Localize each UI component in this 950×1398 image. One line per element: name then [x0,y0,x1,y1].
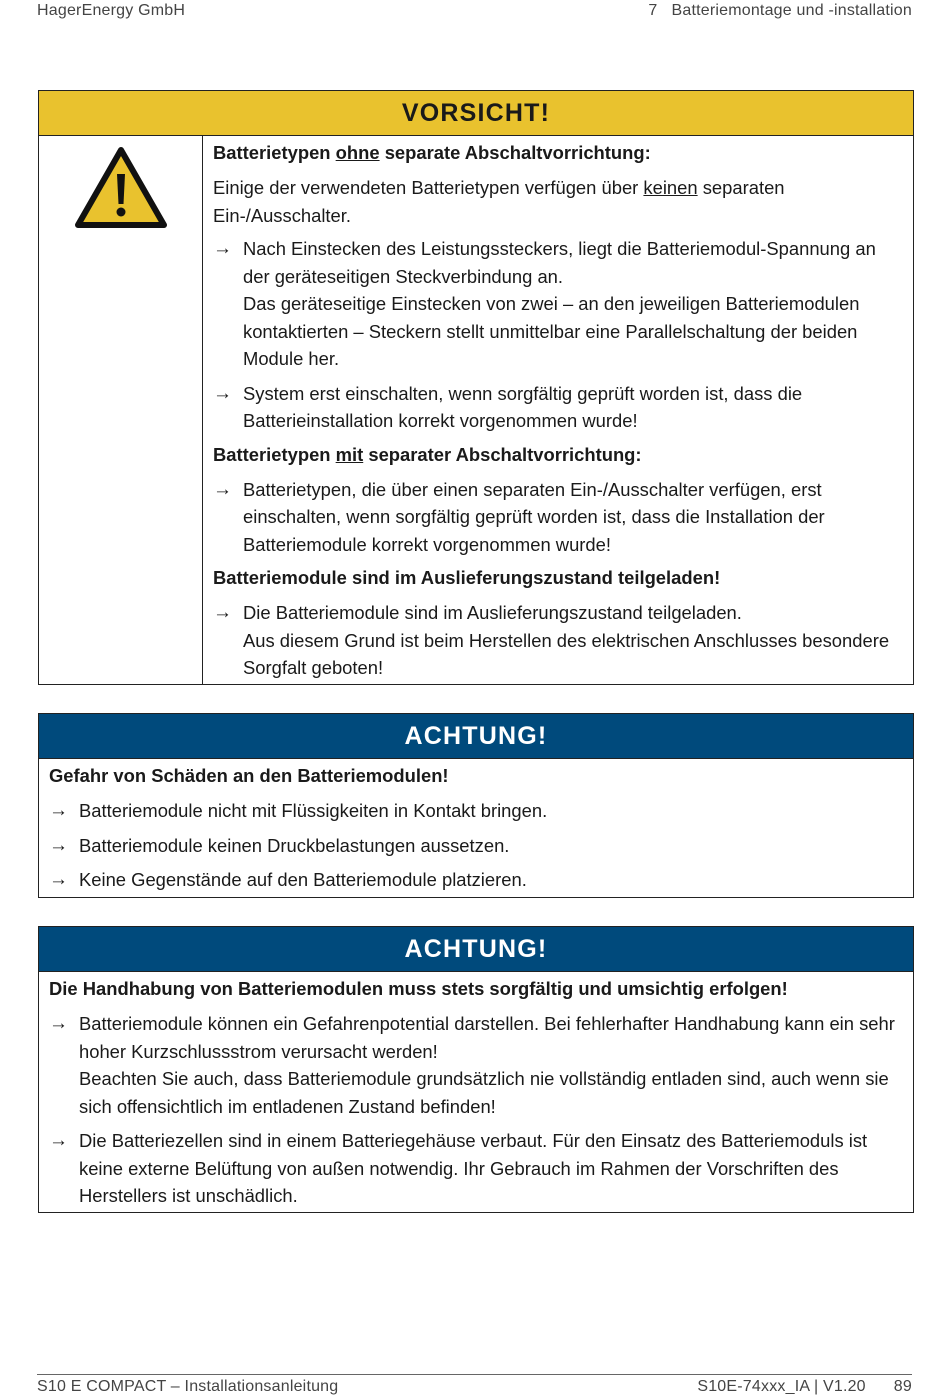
footer-divider [37,1374,912,1375]
warning-triangle-icon [74,146,168,230]
header-company: HagerEnergy GmbH [37,2,186,19]
arrow-right-icon: → [49,834,68,856]
arrow-right-icon: → [213,602,232,623]
notice-heading: Gefahr von Schäden an den Batteriemodulen! [49,765,449,786]
header-chapter-number: 7 [648,2,658,19]
arrow-right-icon: → [213,382,232,404]
notice-box-handling [38,926,914,1213]
caution-title: VORSICHT! [39,91,913,136]
arrow-right-icon: → [49,869,68,890]
notice-title: ACHTUNG! [39,927,913,972]
list-item: → Die Batteriemodule sind im Auslieferungszustand teilgeladen. Aus diesem Grund ist beim Herstellen des elektrischen Anschlusses besondere Sorgfalt geboten! [213,599,905,682]
notice-box-damage [38,713,914,898]
arrow-right-icon: → [213,478,232,500]
section-intro: Einige der verwendeten Batterietypen verfügen über keinen separaten Ein-/Ausschalter. [213,177,785,226]
caution-box [38,90,914,685]
notice-title: ACHTUNG! [39,714,913,759]
list-item: → System erst einschalten, wenn sorgfältig geprüft worden ist, dass die Batterieinstallation korrekt vorgenommen wurde! [213,380,905,435]
notice-heading: Die Handhabung von Batteriemodulen muss stets sorgfältig und umsichtig erfolgen! [49,978,788,999]
arrow-right-icon: → [49,800,68,821]
list-item: → Batteriemodule können ein Gefahrenpotential darstellen. Bei fehlerhafter Handhabung kann ein sehr hoher Kurzschlussstrom verursacht werden! Beachten Sie auch, dass Batteriemodule grundsätzlich nie vollständig entladen sind, auch wenn sie sich offensichtlich im entladenen Zustand befinden! [49,1010,905,1120]
caution-text [203,136,913,685]
section-heading-without-switch: Batterietypen ohne separate Abschaltvorrichtung: [213,142,651,163]
footer-document-title: S10 E COMPACT – Installationsanleitung [37,1378,339,1395]
arrow-right-icon: → [213,238,232,259]
header-chapter-title: Batteriemontage und -installation [671,2,912,19]
footer-info [697,1378,912,1396]
section-heading-with-switch: Batterietypen mit separater Abschaltvorrichtung: [213,443,642,465]
header-chapter [648,2,912,20]
section-heading-partially-charged: Batteriemodule sind im Auslieferungszustand teilgeladen! [213,567,721,588]
list-item: → Batteriemodule nicht mit Flüssigkeiten in Kontakt bringen. [49,797,905,825]
arrow-right-icon: → [49,1130,68,1151]
list-item: → Batterietypen, die über einen separaten Ein-/Ausschalter verfügen, erst einschalten, wenn sorgfältig geprüft worden ist, dass die Installation der Batteriemodule korrekt vorgenommen wurde! [213,476,905,559]
list-item: → Nach Einstecken des Leistungssteckers, liegt die Batteriemodul-Spannung an der geräteseitigen Steckverbindung an. Das geräteseitige Einstecken von zwei – an den jeweiligen Batteriemodulen kontaktierten – Steckern stellt unmittelbar eine Parallelschaltung der beiden Module her. [213,235,905,373]
caution-icon-cell [39,136,203,685]
list-item: → Batteriemodule keinen Druckbelastungen aussetzen. [49,832,905,860]
arrow-right-icon: → [49,1013,68,1034]
list-item: → Keine Gegenstände auf den Batteriemodule platzieren. [49,866,905,894]
list-item: → Die Batteriezellen sind in einem Batteriegehäuse verbaut. Für den Einsatz des Batteriemoduls ist keine externe Belüftung von außen notwendig. Ihr Gebrauch im Rahmen der Vorschriften des Herstellers ist unschädlich. [49,1127,905,1210]
page-number: 89 [893,1378,912,1395]
footer-doc-id: S10E-74xxx_IA | V1.20 [697,1378,866,1395]
